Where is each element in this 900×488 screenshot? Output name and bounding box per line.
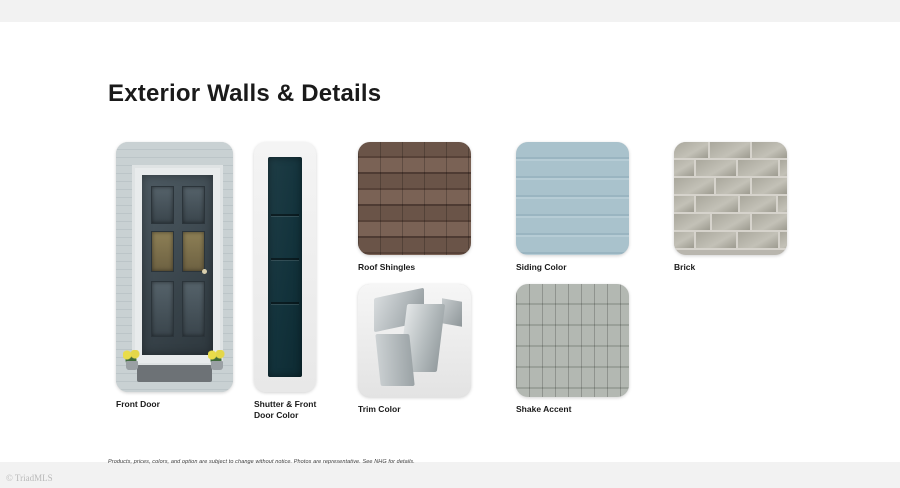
brick-cell [674,142,710,158]
door-panel [182,186,205,224]
door-panel [151,281,174,337]
page-title: Exterior Walls & Details [108,80,382,107]
gutter-elbow [442,298,462,326]
brick-swatch [674,142,787,255]
shake-accent-texture [516,284,629,397]
brick-cell [780,160,787,176]
brick-cell [738,232,780,248]
brick-cell [696,196,740,212]
downspout-lower [376,334,415,386]
tile-siding-color[interactable] [516,142,629,273]
brick-cell [752,214,787,230]
brick-row [674,214,787,232]
brick-cell [740,196,778,212]
pot [211,361,223,370]
brick-cell [696,232,738,248]
door-mat [137,365,212,383]
brick-row [674,142,787,160]
front-door-photo [116,142,233,392]
shutter-groove [271,214,299,216]
brick-cell [674,178,716,194]
roof-shingles-texture [358,142,471,255]
tile-shutter-door-color[interactable] [254,142,316,420]
door-panel [182,281,205,337]
brick-cell [674,196,696,212]
roof-shingles-swatch [358,142,471,255]
tile-brick[interactable] [674,142,787,273]
shake-accent-swatch [516,284,629,397]
brick-row [674,178,787,196]
brick-cell [674,160,696,176]
tile-roof-shingles[interactable] [358,142,471,273]
tile-trim-color[interactable] [358,284,471,415]
brick-cell [752,142,787,158]
tile-caption: Front Door [116,399,160,409]
siding-color-texture [516,142,629,255]
brick-cell [778,196,787,212]
viewer-top-band [0,0,900,22]
tile-caption-line1: Shutter & Front [254,399,317,409]
shutter-groove [271,302,299,304]
shutter-groove [271,258,299,260]
disclaimer-text: Products, prices, colors, and option are subject to change without notice. Photos are representative. See NHG for details. [108,459,415,465]
door-knob [202,269,207,274]
door-frame [132,165,222,366]
brick-texture [674,142,787,255]
brick-row [674,160,787,178]
tile-shake-accent[interactable] [516,284,629,415]
watermark: © TriadMLS [6,473,53,483]
brick-cell [752,178,787,194]
brick-cell [716,178,752,194]
tile-caption-line2: Door Color [254,409,299,420]
tile-caption: Siding Color [516,262,567,272]
door-panel [182,231,205,272]
flower-pot-left [123,348,141,370]
siding-color-swatch [516,142,629,255]
shutter-slab [268,157,303,377]
brick-cell [780,232,787,248]
tile-caption: Roof Shingles [358,262,416,272]
door-panel [151,186,174,224]
shutter-color-swatch [254,142,316,392]
tile-front-door[interactable] [116,142,233,410]
front-door-swatch [116,142,233,392]
flower-pot-right [208,348,226,370]
brick-cell [712,214,752,230]
door-slab [142,175,213,354]
brick-cell [696,160,738,176]
brick-row [674,196,787,214]
tile-caption [254,399,316,420]
slide-canvas [0,22,900,465]
brick-row [674,232,787,250]
tile-caption: Trim Color [358,404,401,414]
brick-cell [738,160,780,176]
tile-caption: Shake Accent [516,404,572,414]
tile-caption: Brick [674,262,696,272]
brick-cell [674,232,696,248]
trim-color-photo [358,284,471,397]
trim-color-swatch [358,284,471,397]
shutter-photo [254,142,316,392]
brick-cell [674,214,712,230]
brick-cell [710,142,752,158]
viewer-bottom-band [0,462,900,488]
pot [126,361,138,370]
door-panel [151,231,174,272]
